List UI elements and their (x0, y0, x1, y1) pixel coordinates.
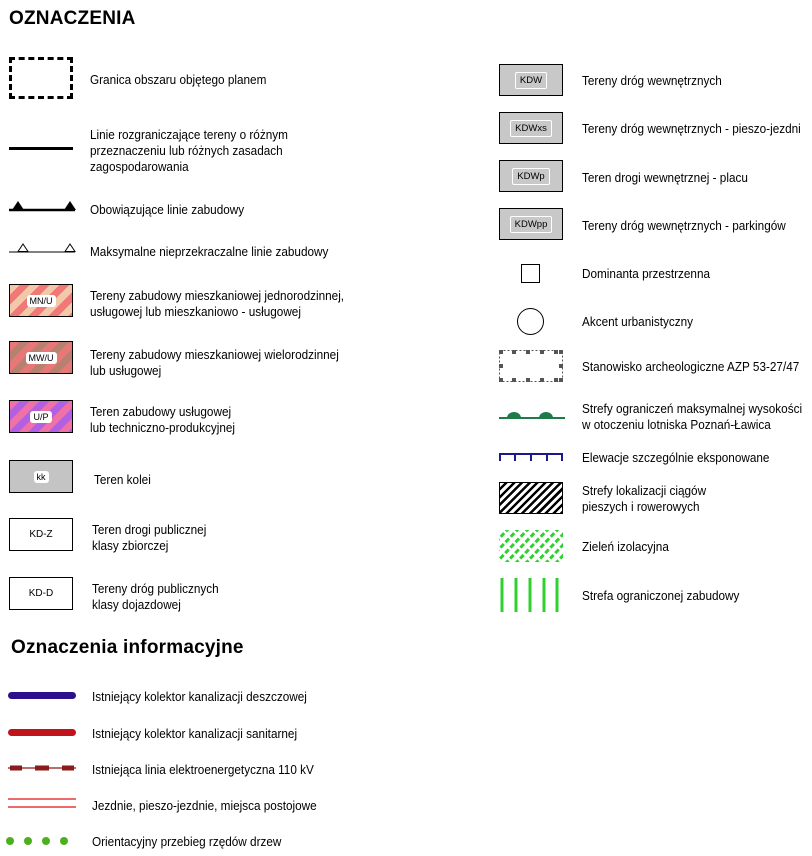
legend-label: Akcent urbanistyczny (582, 315, 694, 329)
legend-label: Strefa ograniczonej zabudowy (582, 589, 740, 603)
zone-mw-u-symbol (9, 341, 73, 374)
legend-label: Elewacje szczególnie eksponowane (582, 451, 770, 465)
zone-kk-symbol (9, 460, 73, 493)
exposed-elevation-symbol (499, 452, 565, 464)
zone-u-p-symbol (9, 400, 73, 433)
legend-label: Tereny zabudowy mieszkaniowej jednorodzinnej, usługowej lub mieszkaniowo - usługowej (90, 289, 345, 319)
zone-code: KDWp (512, 168, 549, 185)
legend-label: Dominanta przestrzenna (582, 267, 711, 281)
spatial-dominant-icon (521, 264, 540, 283)
zone-code: MN/U (27, 295, 56, 307)
legend-label: Obowiązujące linie zabudowy (90, 203, 245, 217)
zone-kd-d-symbol (9, 577, 73, 610)
legend-label: Jezdnie, pieszo-jezdnie, miejsca postojowe (92, 799, 317, 813)
legend-label: Tereny dróg publicznych klasy dojazdowej (92, 582, 219, 612)
airport-height-zone-symbol (499, 408, 565, 420)
legend-label: Tereny zabudowy mieszkaniowej wielorodzinnej lub usługowej (90, 348, 339, 378)
zone-kd-z-symbol (9, 518, 73, 551)
legend-label: Strefy ograniczeń maksymalnej wysokości w otoczeniu lotniska Poznań-Ławica (582, 402, 803, 432)
zone-mn-u-symbol (9, 284, 73, 317)
power-line-symbol (8, 764, 76, 772)
legend-label: Maksymalne nieprzekraczalne linie zabudowy (90, 245, 329, 259)
legend-label: Granica obszaru objętego planem (90, 73, 267, 87)
legend-label: Zieleń izolacyjna (582, 540, 669, 554)
zone-code: KDWpp (510, 216, 553, 233)
legend-title: OZNACZENIA (9, 8, 136, 29)
limited-development-zone-symbol (499, 578, 563, 612)
legend-label: Istniejąca linia elektroenergetyczna 110 kV (92, 763, 314, 777)
legend-label: Stanowisko archeologiczne AZP 53-27/47 (582, 360, 800, 374)
sanitary-sewer-line-symbol (8, 729, 76, 736)
legend-label: Tereny dróg wewnętrznych - parkingów (582, 219, 786, 233)
zone-code: U/P (30, 411, 51, 423)
legend-label: Orientacyjny przebieg rzędów drzew (92, 835, 282, 849)
demarcation-line-symbol (9, 147, 73, 150)
info-legend-title: Oznaczenia informacyjne (11, 637, 244, 658)
zone-kdwp-symbol (499, 160, 563, 192)
mandatory-building-line-symbol (9, 198, 75, 214)
legend-label: Teren kolei (94, 473, 151, 487)
legend-label: Linie rozgraniczające tereny o różnym przeznaczeniu lub różnych zasadach zagospodarowania (90, 128, 288, 174)
zone-code: KDWxs (510, 120, 552, 137)
zone-code: KD-D (28, 588, 54, 599)
legend-label: Teren drogi wewnętrznej - placu (582, 171, 748, 185)
pedestrian-cycle-zone-symbol (499, 482, 563, 514)
legend-label: Istniejący kolektor kanalizacji deszczowej (92, 690, 307, 704)
tree-row-symbol (4, 835, 70, 847)
zone-kdwxs-symbol (499, 112, 563, 144)
legend-label: Tereny dróg wewnętrznych (582, 74, 722, 88)
zone-kdwpp-symbol (499, 208, 563, 240)
legend-label: Istniejący kolektor kanalizacji sanitarnej (92, 727, 298, 741)
zone-code: KDW (515, 72, 547, 89)
legend-label: Teren zabudowy usługowej lub techniczno-produkcyjnej (90, 405, 236, 435)
plan-boundary-symbol (9, 57, 73, 99)
maximum-building-line-symbol (9, 240, 75, 256)
zone-code: kk (34, 471, 49, 483)
urban-accent-icon (517, 308, 544, 335)
legend-label: Teren drogi publicznej klasy zbiorczej (92, 523, 207, 553)
isolation-green-symbol (499, 530, 563, 562)
roadway-line-symbol (8, 797, 76, 809)
archaeological-site-symbol (499, 350, 563, 382)
zone-kdw-symbol (499, 64, 563, 96)
zone-code: MW/U (26, 352, 57, 364)
legend-label: Tereny dróg wewnętrznych - pieszo-jezdni (582, 122, 801, 136)
storm-sewer-line-symbol (8, 692, 76, 699)
legend-label: Strefy lokalizacji ciągów pieszych i rowerowych (582, 484, 707, 514)
zone-code: KD-Z (29, 529, 53, 540)
